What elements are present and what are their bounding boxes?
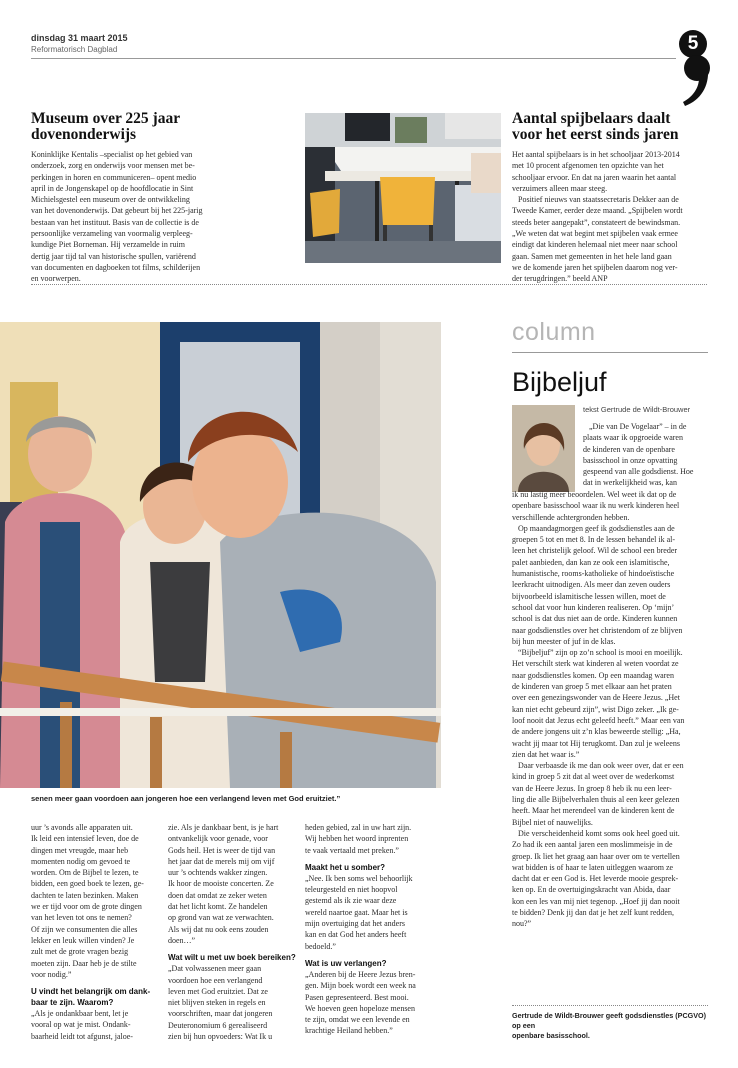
text-line: gaan. Samen met gemeenten in het hele land gaan [512,251,672,261]
text-line: persoonlijke verzameling van voormalig verpleeg- [31,229,193,239]
text-line: te bidden? Denk jij dan dat je het zelf kunt redden, [512,907,674,917]
text-line: Op maandagmorgen geef ik godsdienstles aan de [518,523,675,533]
text-line: Bijbel niet of nauwelijks. [512,817,593,827]
text-line: zie. Als je dankbaar bent, is je hart [168,823,279,832]
text-line: „Die van De Vogelaar” – in de [589,422,687,431]
text-line: en voorwerpen. [31,274,81,284]
text-line: bijvoorbeeld islamitische lessen willen, moet de [512,591,666,601]
text-line: doen…” [168,935,196,945]
text-line: openbare basisschool waar ik nu werk kinderen heel [512,501,680,511]
text-line: dat het licht komt. Ze handelen [168,902,268,912]
text-line: de andere jongens uit z’n klas beweerde stellig: „Ha, [512,727,681,737]
text-line: moeten zijn. Daar heb je de stilte [31,958,137,968]
author-portrait [512,405,575,492]
text-line: “Bijbeljuf” zijn op zo’n school is mooi en moeilijk. [518,648,683,658]
column-body [512,489,708,930]
text-line: Deuteronomium 6 gerealiseerd [168,1020,268,1030]
text-line: van het dovenonderwijs. Dat gebeurt bij het 225-jarig [31,206,203,216]
spijbel-body [512,149,708,285]
text-line: Het verschilt sterk wat kinderen al weten voordat ze [512,659,679,669]
text-line: kundige Piet Borneman. Hij verzamelde in ruim [31,240,185,250]
text-line: Gods heil. Het is weer de tijd van [168,845,276,855]
text-line: we er tijd voor om de grote dingen [31,902,142,912]
column-intro [583,421,708,489]
text-line: doen dat omdat ze zeker weten [168,890,267,900]
text-line: dachten te laten bezinken. Maken [31,890,139,900]
interview-question: U vindt het belangrijk om dank- [31,987,151,997]
text-line: voordoen hoe een verlangend [168,975,263,985]
text-line: nou?” [512,919,532,929]
text-line: verzuimers alleen maar steeg. [512,183,608,193]
text-line: uur ’s ochtends wakker zingen. [168,868,268,878]
text-line: Tweede Kamer, eerder deze maand. „Spijbelen wordt [512,206,683,216]
text-line: „Anderen bij de Heere Jezus bren- [305,969,416,979]
page-date: dinsdag 31 maart 2015 [31,33,128,43]
museum-body [31,149,296,285]
text-line: uur ’s avonds alle apparaten uit. [31,823,133,832]
text-line: Michielsgestel een museum over de ontwikkeling [31,195,190,205]
text-line: kon een les van mij niet tegenop. „Hoef jij dan nooit [512,896,680,906]
text-line: Positief nieuws van staatssecretaris Dekker aan de [518,195,679,205]
column-kicker: column [512,318,596,346]
text-line: steeds beter aangepakt”, constateert de bewindsman. [512,217,681,227]
text-line: Pasen gepresenteerd. Best mooi. [305,992,409,1002]
text-line: plaats waar ik opgroeide waren [583,433,683,443]
interview-column-2 [168,822,298,1042]
column-title: Bijbeljuf [512,367,607,397]
text-line: school is dat dus niet aan de orde. Kinderen kunnen [512,614,678,624]
text-line: te vaak vertaald met preken.” [305,845,399,855]
text-line: humanistische, rooms-katholieke of hindoeïstische [512,569,675,579]
spijbel-title: Aantal spijbelaars daalt voor het eerst sinds jaren [512,110,679,143]
dotted-divider [31,284,707,285]
text-line: zien dat het waar is.” [512,749,580,759]
text-line: groepen 5 tot en met 8. In de lessen behandel ik al- [512,535,676,545]
column-footnote-divider [512,1005,708,1006]
text-line: worden. Om de Bijbel te lezen, te [31,868,139,878]
text-line: van de Heere Jezus. In groep 8 heb ik nu een leer- [512,783,672,793]
text-line: loof nooit dat Jezus echt geleefd heeft.” Maar een van [512,715,685,725]
text-line: „We weten dat wat begint met spijbelen vaak ermee [512,229,678,239]
museum-title: Museum over 225 jaar dovenonderwijs [31,110,181,143]
text-line: krachtige Heiland hebben.” [305,1026,393,1036]
interview-question: Wat wilt u met uw boek bereiken? [168,953,296,963]
column-rule [512,352,708,353]
photo-caption: senen meer gaan voordoen aan jongeren hoe een verlangend leven met God eruitziet.” [31,794,341,803]
text-line: groep. Ik liet het graag aan haar over om te vertellen [512,851,680,861]
text-line: Zo had ik een aantal jaren een moslimmeisje in de [512,840,673,850]
text-line: naar godsdienstles komen. Op een maandag waren [512,670,674,680]
text-line: Ik hoor de mooiste concerten. Ze [168,879,274,889]
text-line: Koninklijke Kentalis –specialist op het gebied van [31,150,193,159]
text-line: niet blijven steken in regels en [168,998,266,1008]
page-number: 5 [679,30,707,58]
text-line: dacht dat er een God is. Het leverde mooie gesprek- [512,874,679,884]
text-line: we de komende jaren het spijbelen daarom nog ver- [512,262,678,272]
text-line: wereld naartoe gaat. Maar het is [305,907,408,917]
text-line: wat bidden is of haar te laten uitleggen waarom ze [512,862,674,872]
text-line: „Nee. Ik ben soms wel behoorlijk [305,873,413,883]
text-line: palet aanbieden, dan kan ze ook een islamitische, [512,557,670,567]
interview-column-1 [31,822,161,1042]
text-line: voorschriften, maar dat jongeren [168,1009,273,1019]
text-line: „Als je ondankbaar bent, let je [31,1009,129,1019]
text-line: het jaar dat de merels mij om vijf [168,856,275,866]
newspaper-name: Reformatorisch Dagblad [31,45,118,54]
text-line: op grond van wat ze verwachten. [168,913,274,923]
text-line: basisschool in onze opvatting [583,455,678,465]
text-line: gen. Mijn boek wordt een week na [305,981,416,991]
text-line: schooljaar ervoor. En dat na jaren waarin het aantal [512,172,677,182]
text-line: gespeend van alle godsdienst. Hoe [583,467,694,477]
text-line: van het leven tot ons te nemen? [31,913,132,923]
text-line: perkingen in horen en communiceren– opent medio [31,172,197,182]
text-line: de kinderen van groep 5 met elkaar aan het praten [512,682,672,692]
text-line: april in de Jongenskapel op de hoofdlocatie in Sint [31,183,194,193]
text-line: school dat voor hun kinderen realiseren. Op ‘mijn’ [512,602,675,612]
text-line: van documenten en dagboeken tot films, schilderijen [31,262,201,272]
text-line: vooral op wat je mist. Ondank- [31,1020,131,1030]
students-photo [0,322,441,788]
text-line: gestemd als ik zie waar deze [305,896,397,906]
interview-column-3 [305,822,441,1037]
text-line: naar godsdienstles over het christendom of ze blijven [512,625,683,635]
text-line: verschillende achtergronden hebben. [512,512,630,522]
text-line: momenten nodig om gevoed te [31,856,131,866]
text-line: Als wij dat nu ook eens zouden [168,924,269,934]
spijbel-article [512,111,708,285]
text-line: eindigt dat kinderen helemaal niet meer naar school [512,240,678,250]
text-line: bestaan van het instituut. Basis van de collectie is de [31,217,199,227]
text-line: bidden, een goed boek te lezen, ge- [31,879,144,889]
text-line: dingen met vreugde, maar heb [31,845,129,855]
comma-logo-icon [675,54,715,108]
text-line: „Dat volwassenen meer gaan [168,964,262,974]
text-line: Daar verbaasde ik me dan ook weer over, dat er een [518,761,684,771]
text-line: zult met de grote vragen bezig [31,947,129,957]
text-line: heeft. Maar het merendeel van de kinderen kent de [512,806,675,816]
column-footnote: Gertrude de Wildt-Brouwer geeft godsdienstles (PCGVO) op een openbare basisschool. [512,1011,707,1040]
text-line: over een genezingswonder van de Heere Jezus. „Het [512,693,680,703]
text-line: onderzoek, zorg en onderwijs voor mensen met be- [31,161,195,171]
text-line: baarheid leidt tot afgunst, jaloe- [31,1031,133,1041]
text-line: We hoeven geen hopeloze mensen [305,1003,415,1013]
text-line: Het aantal spijbelaars is in het schooljaar 2013-2014 [512,150,680,159]
text-line: bij hun meester of juf in de klas. [512,636,616,646]
text-line: teleurgesteld en niet hoopvol [305,885,398,895]
text-line: ontvankelijk voor genade, voor [168,834,268,844]
text-line: leven met God eruitziet. Dat ze [168,986,268,996]
text-line: Ik leid een intensief leven, doe de [31,834,139,844]
text-line: ken op. En de overtuigingskracht van Abida, daar [512,885,671,895]
text-line: zien bij hun opvoeders: Wat Ik u [168,1032,273,1042]
interview-question: baar te zijn. Waarom? [31,998,114,1008]
text-line: Wij hebben het woord inprenten [305,834,409,844]
column-byline: tekst Gertrude de Wildt-Brouwer [583,405,691,414]
text-line: wacht jij maar tot Hij terugkomt. Dan zul je weleens [512,738,680,748]
classroom-photo [305,113,501,263]
text-line: leerkracht uitnodigen. Als meer dan zeven ouders [512,580,671,590]
text-line: der terugdringen.” beeld ANP [512,274,608,284]
text-line: de kinderen van de openbare [583,444,675,454]
text-line: heden gebied, zal in uw hart zijn. [305,823,412,832]
text-line: Of zijn we consumenten die alles [31,924,138,934]
museum-article [31,111,296,285]
text-line: bedoeld.” [305,941,336,951]
text-line: dat in werkelijkheid was, kan [583,478,677,488]
header-rule [31,58,676,59]
text-line: lekker en leuk willen vinden? Je [31,935,135,945]
text-line: kind in groep 5 zit dat al weet over de wederkomst [512,772,675,782]
text-line: ling die alle Bijbelverhalen thuis al een keer gelezen [512,795,680,805]
text-line: dertig jaar tijd tal van historische spullen, variërend [31,251,196,261]
text-line: kan en dat God het anders heeft [305,930,407,940]
text-line: leen het christelijk geloof. Wil de school een breder [512,546,678,556]
interview-question: Wat is uw verlangen? [305,958,387,968]
text-line: ik nu lastig meer beoordelen. Wel weet ik dat op de [512,490,677,499]
text-line: voor nodig.” [31,969,72,979]
text-line: met 10 procent afgenomen ten opzichte van het [512,161,664,171]
text-line: Die verscheidenheid komt soms ook heel goed uit. [518,828,680,838]
interview-question: Maakt het u somber? [305,862,386,872]
text-line: kan niet echt gebeurd zijn”, wist Digo zeker. „Ik ge- [512,704,679,714]
text-line: te zijn, omdat we een levende en [305,1015,410,1025]
text-line: mijn overtuiging dat het anders [305,919,405,929]
